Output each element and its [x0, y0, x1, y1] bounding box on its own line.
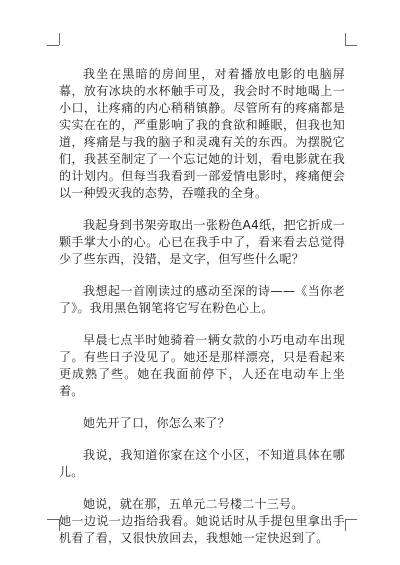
paragraph-4: 早晨七点半时她骑着一辆女款的小巧电动车出现了。有些日子没见了。她还是那样漂亮，只是看起来更成熟了些。她在我面前停下，人还在电动车上坐着。 — [59, 333, 345, 398]
paragraph-7: 她说，就在那，五单元二号楼二十三号。 — [83, 497, 304, 511]
document-body — [59, 66, 345, 547]
paragraph-6: 我说，我知道你家在这个小区，不知道具体在哪儿。 — [59, 448, 345, 479]
paragraph-2: 我起身到书架旁取出一张粉色A4纸，把它折成一颗手掌大小的心。心已在我手中了，看来看去总觉得少了些东西，没错，是文字，但写些什么呢？ — [59, 218, 345, 266]
crop-mark-top-right-h — [345, 45, 357, 46]
paragraph-3: 我想起一首刚读过的感动至深的诗——《当你老了》。我用黑色钢笔将它写在粉色心上。 — [59, 284, 345, 315]
crop-mark-top-left-v — [59, 33, 60, 45]
paragraph-1: 我坐在黑暗的房间里，对着播放电影的电脑屏幕，放有冰块的水杯触手可及，我会时不时地喝上一小口，让疼痛的内心稍稍镇静。尽管所有的疼痛都是实实在在的，严重影响了我的食欲和睡眠，但我也知道，疼痛是与我的脑子和灵魂有关的东西。为摆脱它们，我甚至制定了一个忘记她的计划，看电影就在我的计划内。但每当我看到一部爱情电影时，疼痛便会以一种毁灭我的态势，吞噬我的全身。 — [59, 67, 345, 200]
paragraph-5: 她先开了口，你怎么来了？ — [83, 416, 231, 430]
crop-mark-bottom-right-h — [345, 519, 357, 520]
crop-mark-bottom-left-h — [47, 519, 59, 520]
crop-mark-top-left-h — [47, 45, 59, 46]
crop-mark-bottom-right-v — [345, 519, 346, 531]
crop-mark-top-right-v — [345, 33, 346, 45]
paragraph-8: 她一边说一边指给我看。她说话时从手提包里拿出手机看了看，又很快放回去，我想她一定快迟到了。 — [59, 514, 345, 545]
